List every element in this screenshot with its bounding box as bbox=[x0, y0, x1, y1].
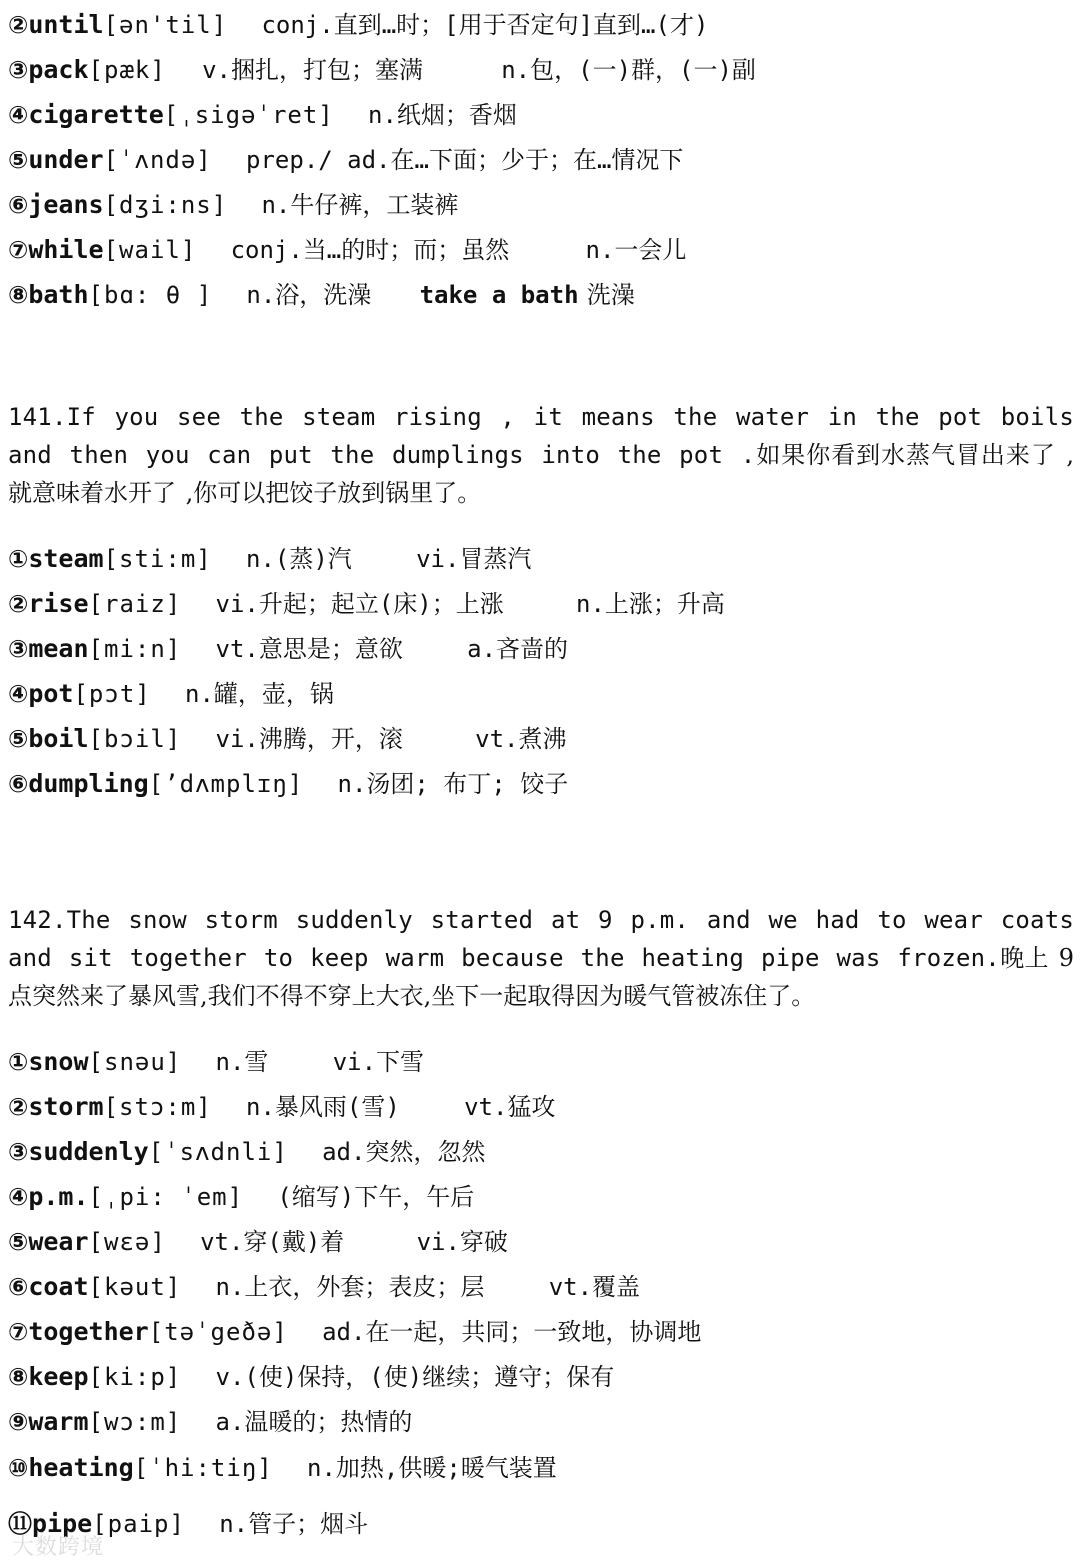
entry-number: ⑦ bbox=[8, 1318, 29, 1346]
entry-phonetic: [sti:m] bbox=[103, 545, 212, 573]
entry-word: keep bbox=[28, 1362, 89, 1391]
entry-number: ④ bbox=[8, 680, 29, 708]
sentence-english: 141.If you see the steam rising , it means the water in the pot boils and then you can put the dumplings into the pot . bbox=[8, 403, 1074, 469]
entry-definition: vi.穿破 bbox=[416, 1228, 508, 1256]
entry-word: suddenly bbox=[28, 1137, 149, 1166]
entry-definition: vt.穿(戴)着 bbox=[200, 1228, 345, 1256]
entry-definition: vi.升起；起立(床)；上涨 bbox=[215, 590, 504, 618]
example-sentence-142 bbox=[8, 901, 1074, 1015]
entry-definition: n.加热,供暖;暖气装置 bbox=[307, 1454, 557, 1482]
entry-definition: conj.直到…时；[用于否定句]直到…(才) bbox=[261, 11, 709, 39]
entry-definition: n.雪 bbox=[215, 1048, 269, 1076]
vocab-entry bbox=[8, 188, 458, 222]
entry-number: ⑨ bbox=[8, 1408, 29, 1436]
entry-word: pack bbox=[28, 55, 89, 84]
entry-word: mean bbox=[28, 634, 89, 663]
vocab-entry bbox=[8, 1451, 557, 1485]
entry-definition: n.上衣，外套；表皮；层 bbox=[215, 1273, 485, 1301]
entry-definition: n.管子；烟斗 bbox=[219, 1510, 369, 1538]
vocab-entry bbox=[8, 53, 756, 87]
entry-phonetic: [dʒi:ns] bbox=[103, 191, 228, 219]
entry-number: ④ bbox=[8, 1183, 29, 1211]
entry-phonetic: [wail] bbox=[103, 236, 197, 264]
entry-word: under bbox=[28, 145, 104, 174]
vocab-entry bbox=[8, 1270, 640, 1304]
entry-definition: ad.突然，忽然 bbox=[322, 1138, 486, 1166]
entry-word: snow bbox=[28, 1047, 89, 1076]
entry-definition: v.(使)保持，(使)继续；遵守；保有 bbox=[215, 1363, 615, 1391]
vocab-entry bbox=[8, 143, 683, 177]
entry-number: ① bbox=[8, 1048, 29, 1076]
watermark: 大数跨境 bbox=[12, 1535, 105, 1560]
entry-number: ④ bbox=[8, 101, 29, 129]
entry-definition: a.温暖的；热情的 bbox=[215, 1408, 413, 1436]
vocab-entry bbox=[8, 1180, 474, 1214]
entry-definition: vt.煮沸 bbox=[475, 725, 567, 753]
entry-number: ⑧ bbox=[8, 281, 29, 309]
vocab-entry bbox=[8, 1315, 701, 1349]
entry-number: ⑥ bbox=[8, 191, 29, 219]
entry-definition: vi.沸腾，开，滚 bbox=[215, 725, 403, 753]
vocab-entry bbox=[8, 587, 725, 621]
entry-word: coat bbox=[28, 1272, 89, 1301]
entry-definition: vi.冒蒸汽 bbox=[416, 545, 532, 573]
entry-definition: n.汤团; 布丁; 饺子 bbox=[337, 770, 569, 798]
entry-phonetic: [bɔil] bbox=[88, 725, 182, 753]
sentence-chinese: 晚上 9 点突然来了暴风雪,我们不得不穿上大衣,坐下一起取得因为暖气管被冻住了。 bbox=[8, 944, 1074, 1010]
vocab-entry bbox=[8, 1135, 485, 1169]
vocab-entry bbox=[8, 278, 635, 312]
entry-number: ② bbox=[8, 590, 29, 618]
entry-phonetic: [wɛə] bbox=[88, 1228, 166, 1256]
sentence-english: 142.The snow storm suddenly started at 9 p.m. and we had to wear coats and sit together to keep warm because the heating pipe was frozen. bbox=[8, 906, 1074, 972]
entry-definition: vt.覆盖 bbox=[548, 1273, 641, 1301]
vocab-entry bbox=[8, 767, 568, 801]
entry-definition: vi.下雪 bbox=[332, 1048, 425, 1076]
entry-definition: n.(蒸)汽 bbox=[246, 545, 352, 573]
entry-number: ② bbox=[8, 11, 29, 39]
entry-number: ⑤ bbox=[8, 1228, 29, 1256]
vocab-entry bbox=[8, 1360, 614, 1394]
vocab-entry bbox=[8, 632, 568, 666]
entry-phonetic: [snəu] bbox=[88, 1048, 182, 1076]
entry-word: heating bbox=[28, 1453, 134, 1482]
entry-number: ⑤ bbox=[8, 725, 29, 753]
entry-word: jeans bbox=[28, 190, 104, 219]
vocab-entry bbox=[8, 1090, 555, 1124]
entry-phrase-meaning: 洗澡 bbox=[586, 281, 635, 309]
entry-phonetic: [paip] bbox=[92, 1510, 185, 1538]
entry-number: ⑪ bbox=[8, 1510, 32, 1538]
entry-number: ③ bbox=[8, 1138, 29, 1166]
entry-number: ⑤ bbox=[8, 146, 29, 174]
entry-definition: vt.猛攻 bbox=[464, 1093, 556, 1121]
entry-word: p.m. bbox=[28, 1182, 89, 1211]
entry-definition: n.罐，壶，锅 bbox=[185, 680, 334, 708]
entry-number: ⑥ bbox=[8, 770, 29, 798]
entry-phonetic: [ˈhi:tiŋ] bbox=[133, 1454, 273, 1482]
entry-definition: n.一会儿 bbox=[585, 236, 687, 264]
entry-definition: (缩写)下午，午后 bbox=[277, 1183, 475, 1211]
entry-number: ⑩ bbox=[8, 1454, 29, 1482]
entry-number: ① bbox=[8, 545, 29, 573]
entry-word: warm bbox=[28, 1407, 89, 1436]
entry-word: rise bbox=[28, 589, 89, 618]
entry-phonetic: [raiz] bbox=[88, 590, 182, 618]
entry-phonetic: [ən'til] bbox=[103, 11, 228, 39]
entry-phonetic: [pɔt] bbox=[73, 680, 151, 708]
vocab-entry bbox=[8, 233, 686, 267]
entry-definition: n.包，(一)群，(一)副 bbox=[501, 56, 756, 84]
entry-word: dumpling bbox=[28, 769, 149, 798]
entry-phonetic: [təˈgeðə] bbox=[148, 1318, 288, 1346]
vocab-entry bbox=[8, 98, 517, 132]
entry-definition: n.牛仔裤，工装裤 bbox=[261, 191, 459, 219]
entry-number: ③ bbox=[8, 56, 29, 84]
entry-definition: a.吝啬的 bbox=[467, 635, 569, 663]
entry-definition: v.捆扎，打包；塞满 bbox=[202, 56, 423, 84]
entry-definition: ad.在一起，共同；一致地，协调地 bbox=[322, 1318, 702, 1346]
entry-word: boil bbox=[28, 724, 89, 753]
entry-phonetic: [ki:p] bbox=[88, 1363, 182, 1391]
entry-word: pot bbox=[28, 679, 74, 708]
entry-definition: n.浴，洗澡 bbox=[246, 281, 372, 309]
entry-phonetic: [stɔ:m] bbox=[103, 1093, 212, 1121]
entry-phonetic: [ˈʌndə] bbox=[103, 146, 212, 174]
entry-word: pipe bbox=[32, 1509, 93, 1538]
entry-definition: n.纸烟；香烟 bbox=[368, 101, 517, 129]
vocab-entry bbox=[8, 8, 708, 42]
entry-phonetic: [bɑ: θ ] bbox=[88, 281, 213, 309]
entry-definition: n.暴风雨(雪) bbox=[246, 1093, 400, 1121]
vocab-entry bbox=[8, 1045, 424, 1079]
vocab-entry bbox=[8, 722, 567, 756]
entry-number: ⑧ bbox=[8, 1363, 29, 1391]
entry-definition: prep./ ad.在…下面；少于；在…情况下 bbox=[246, 146, 684, 174]
entry-word: together bbox=[28, 1317, 149, 1346]
entry-word: wear bbox=[28, 1227, 89, 1256]
entry-word: storm bbox=[28, 1092, 104, 1121]
entry-word: steam bbox=[28, 544, 104, 573]
entry-word: while bbox=[28, 235, 104, 264]
entry-phonetic: [ˈsʌdnli] bbox=[148, 1138, 288, 1166]
entry-number: ⑥ bbox=[8, 1273, 29, 1301]
vocab-entry bbox=[8, 1405, 412, 1439]
entry-number: ⑦ bbox=[8, 236, 29, 264]
example-sentence-141 bbox=[8, 398, 1074, 512]
entry-phonetic: [ˌsigəˈret] bbox=[163, 101, 334, 129]
entry-phonetic: [pæk] bbox=[88, 56, 166, 84]
entry-definition: n.上涨；升高 bbox=[576, 590, 725, 618]
vocab-entry bbox=[8, 677, 334, 711]
entry-definition: conj.当…的时；而；虽然 bbox=[230, 236, 510, 264]
entry-phrase: take a bath bbox=[419, 281, 579, 309]
entry-phonetic: [mi:n] bbox=[88, 635, 182, 663]
entry-definition: vt.意思是；意欲 bbox=[215, 635, 403, 663]
entry-word: bath bbox=[28, 280, 89, 309]
entry-number: ③ bbox=[8, 635, 29, 663]
entry-number: ② bbox=[8, 1093, 29, 1121]
entry-phonetic: [’dʌmplɪŋ] bbox=[148, 770, 304, 798]
entry-word: until bbox=[28, 10, 104, 39]
entry-word: cigarette bbox=[28, 100, 164, 129]
entry-phonetic: [wɔ:m] bbox=[88, 1408, 182, 1436]
entry-phonetic: [ˌpi: ˈem] bbox=[88, 1183, 244, 1211]
sentence-chinese: 如果你看到水蒸气冒出来了 ,就意味着水开了 ,你可以把饺子放到锅里了。 bbox=[8, 441, 1075, 507]
entry-phonetic: [kəut] bbox=[88, 1273, 182, 1301]
vocab-entry bbox=[8, 542, 531, 576]
vocab-entry bbox=[8, 1225, 508, 1259]
